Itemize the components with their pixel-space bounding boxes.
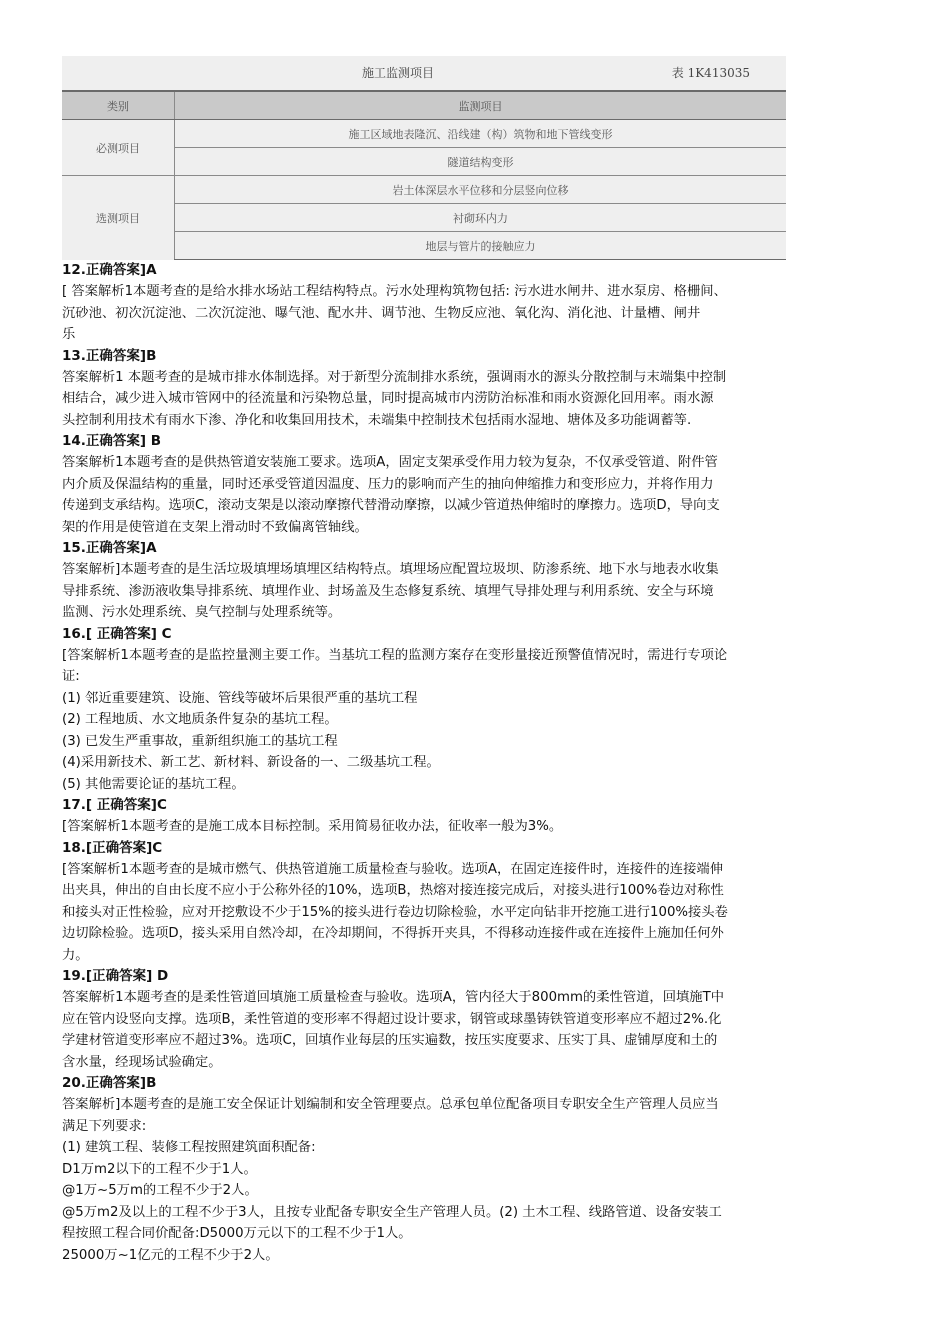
answer-heading: 12.正确答案]A (62, 262, 157, 278)
answer-section (62, 260, 900, 1266)
table-row (62, 120, 786, 148)
explanation-line: [答案解析1本题考查的是施工成本目标控制。采用简易征收办法，征收率一般为3%。 (62, 819, 563, 834)
explanation-line: [答案解析1本题考查的是城市燃气、供热管道施工质量检查与验收。选项A，在固定连接件时，连接件的连接端伸 (62, 861, 723, 877)
explanation-line: 答案解析]本题考查的是施工安全保证计划编制和安全管理要点。总承包单位配备项目专职安全生产管理人员应当 (62, 1097, 719, 1112)
explanation-line: (1) 建筑工程、装修工程按照建筑面积配备: (62, 1140, 316, 1155)
table-number: 表 1K413035 (671, 66, 750, 80)
explanation-line: 内介质及保温结构的重量，同时还承受管道因温度、压力的影响而产生的抽向伸缩推力和变形应力，并将作用力 (62, 476, 714, 492)
explanation-line: (1) 邻近重要建筑、设施、管线等破坏后果很严重的基坑工程 (62, 690, 418, 706)
item-cell: 岩土体深层水平位移和分层竖向位移 (175, 176, 787, 204)
explanation-line: (3) 已发生严重事故，重新组织施工的基坑工程 (62, 733, 338, 749)
explanation-line: 力。 (62, 947, 89, 963)
answer-heading: 17.[ 正确答案]C (62, 797, 167, 813)
answer-heading: 15.正确答案]A (62, 540, 157, 556)
explanation-line: 证: (62, 669, 80, 684)
explanation-line: 出夹具，伸出的自由长度不应小于公称外径的10%，选项B，热熔对接连接完成后，对接头进行100%卷边对称性 (62, 883, 724, 898)
explanation-line: 传递到支承结构。选项C，滚动支架是以滚动摩擦代替滑动摩擦，以减少管道热伸缩时的摩擦力。选项D，导向支 (62, 498, 720, 513)
explanation-line: 乐 (62, 327, 76, 342)
item-cell: 衬砌环内力 (175, 204, 787, 232)
explanation-line: @1万~5万m的工程不少于2人。 (62, 1183, 258, 1198)
monitoring-table-figure (62, 56, 786, 260)
explanation-line: 沉砂池、初次沉淀池、二次沉淀池、曝气池、配水井、调节池、生物反应池、氧化沟、消化池、计量槽、闸井 (62, 305, 701, 321)
explanation-line: 答案解析1本题考查的是柔性管道回填施工质量检查与验收。选项A，管内径大于800mm的柔性管道，回填施T中 (62, 990, 725, 1005)
explanation-line: 边切除检验。选项D，接头采用自然冷却，在冷却期间，不得拆开夹具，不得移动连接件或在连接件上施加任何外 (62, 926, 724, 941)
explanation-line: @5万m2及以上的工程不少于3人，且按专业配备专职安全生产管理人员。(2) 土木工程、线路管道、设备安装工 (62, 1204, 722, 1220)
explanation-line: 应在管内设竖向支撑。选项B，柔性管道的变形率不得超过设计要求，钢管或球墨铸铁管道变形率应不超过2%.化 (62, 1011, 722, 1027)
header-item: 监测项目 (175, 91, 787, 120)
explanation-line: 满足下列要求: (62, 1118, 147, 1134)
item-cell: 地层与管片的接触应力 (175, 232, 787, 261)
explanation-line: 答案解析1 本题考查的是城市排水体制选择。对于新型分流制排水系统，强调雨水的源头分散控制与末端集中控制 (62, 369, 727, 385)
explanation-line: (2) 工程地质、水文地质条件复杂的基坑工程。 (62, 712, 338, 727)
answer-heading: 19.[正确答案] D (62, 968, 169, 984)
document-page (62, 56, 900, 1266)
table-title: 施工监测项目 (362, 66, 435, 80)
explanation-line: 架的作用是使管道在支架上滑动时不致偏离管轴线。 (62, 519, 368, 535)
answer-heading: 18.[正确答案]C (62, 839, 163, 856)
monitoring-table (62, 90, 786, 260)
explanation-line: [答案解析1本题考查的是监控量测主要工作。当基坑工程的监测方案存在变形量接近预警值情况时，需进行专项论 (62, 647, 728, 663)
answer-heading: 13.正确答案]B (62, 347, 157, 364)
category-cell: 选测项目 (62, 176, 175, 261)
explanation-line: 答案解析]本题考查的是生活垃圾填埋场填埋区结构特点。填埋场应配置垃圾坝、防渗系统、地下水与地表水收集 (62, 562, 719, 577)
explanation-line: 导排系统、渗沥液收集导排系统、填埋作业、封场盖及生态修复系统、填埋气导排处理与利用系统、安全与环境 (62, 583, 714, 599)
explanation-line: 和接头对正性检验，应对开挖敷设不少于15%的接头进行卷边切除检验，水平定向钻非开挖施工进行100%接头卷 (62, 904, 728, 920)
table-header-row (62, 91, 786, 120)
explanation-line: (4)采用新技术、新工艺、新材料、新设备的一、二级基坑工程。 (62, 755, 440, 770)
explanation-line: 答案解析1本题考查的是供热管道安装施工要求。选项A，固定支架承受作用力较为复杂，不仅承受管道、附件管 (62, 455, 718, 470)
table-row (62, 176, 786, 204)
explanation-line: 程按照工程合同价配备:D5000万元以下的工程不少于1人。 (62, 1226, 412, 1241)
explanation-line: 25000万~1亿元的工程不少于2人。 (62, 1247, 279, 1263)
explanation-line: 监测、污水处理系统、臭气控制与处理系统等。 (62, 605, 342, 620)
item-cell: 施工区域地表隆沉、沿线建（构）筑物和地下管线变形 (175, 120, 787, 148)
item-cell: 隧道结构变形 (175, 148, 787, 176)
header-category: 类别 (62, 91, 175, 120)
answer-heading: 16.[ 正确答案] C (62, 625, 172, 642)
explanation-line: D1万m2以下的工程不少于1人。 (62, 1161, 257, 1177)
explanation-line: 含水量，经现场试验确定。 (62, 1054, 222, 1070)
answer-heading: 14.正确答案] B (62, 433, 162, 449)
explanation-line: [ 答案解析1本题考查的是给水排水场站工程结构特点。污水处理构筑物包括: 污水进水闸井、进水泵房、格栅间、 (62, 284, 727, 299)
explanation-line: 相结合，减少进入城市管网中的径流量和污染物总量，同时提高城市内涝防治标准和雨水资源化回用率。雨水源 (62, 391, 714, 406)
explanation-line: 头控制利用技术有雨水下渗、净化和收集回用技术，未端集中控制技术包括雨水湿地、塘体及多功能调蓄等. (62, 412, 692, 428)
category-cell: 必测项目 (62, 120, 175, 176)
table-caption (62, 64, 786, 84)
answer-heading: 20.正确答案]B (62, 1075, 157, 1091)
explanation-line: (5) 其他需要论证的基坑工程。 (62, 776, 245, 792)
explanation-line: 学建材管道变形率应不超过3%。选项C，回填作业每层的压实遍数，按压实度要求、压实丁具、虚铺厚度和土的 (62, 1033, 718, 1048)
